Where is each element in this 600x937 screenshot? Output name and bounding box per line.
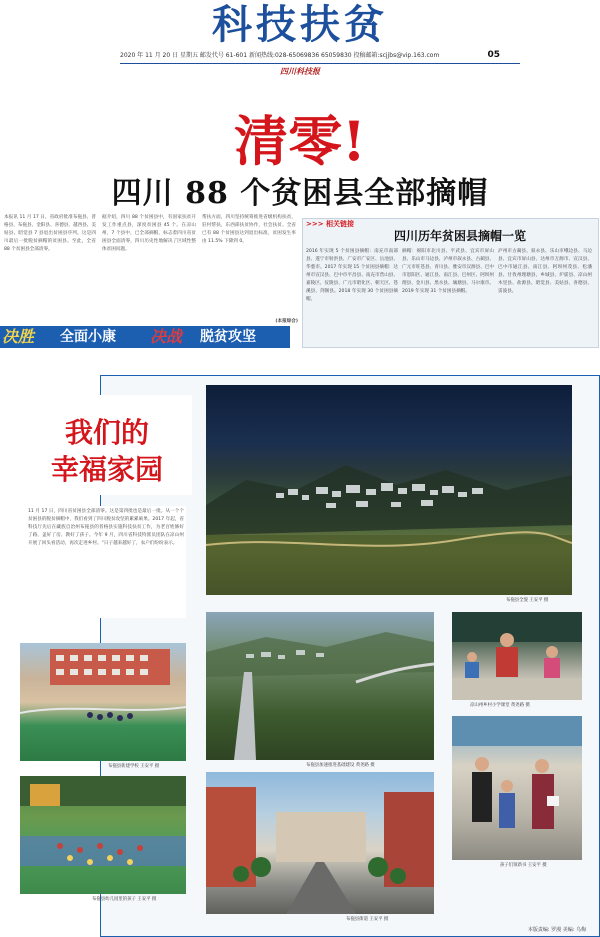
page-footer-editor: 本版责编: 罗漫 美编: 乌梅: [527, 927, 586, 933]
book-distribution-caption: 孩子们领新书 王安平 摄: [500, 863, 547, 868]
feature-title-line-1: 我们的: [64, 416, 149, 449]
banner-part-4: 脱贫攻坚: [200, 329, 256, 345]
street-photo: [206, 772, 434, 914]
banner-part-2: 全面小康: [60, 329, 116, 345]
town-panorama-photo: [206, 385, 572, 595]
book-distribution-drawing: [452, 716, 582, 860]
page-number: 05: [487, 50, 500, 60]
article-column-1: 本报讯 11 月 17 日，省政府批准布拖县、普格县、布拖县、金阳县、喜德县、越西县、美姑县、昭觉县 7 县退出贫困县序列。这是四川最后一批脱贫摘帽的贫困县。至此，全省 88 个贫困县全部清零。: [4, 215, 96, 252]
article-column-2: 据介绍，四川 88 个贫困县中，有国家扶贫开发工作重点县，深度贫困县 45 个。在凉山州，7 个县中，已全部摘帽，标志着四川省贫困县全面清零，四川历史性地解决了区域性整体贫困问题。: [102, 215, 196, 252]
related-link-column-2: 摘帽：绵阳市北川县、平武县、宜宾市屏山县、乐山市马边县、泸州市叙永县、古蔺县、广元市旺苍县、青川县、雅安市汉源县、巴中市恩阳区、通江县、南江县、巴州区、阿坝州理县、金川县、黑水县、壤塘县、马尔康市。2019 年实现 31 个贫困县摘帽。: [402, 249, 494, 294]
classroom-caption: 凉山州乡村小学课堂 黄尧路 摄: [470, 703, 530, 708]
kindergarten-drawing: [20, 776, 186, 894]
classroom-photo: [452, 612, 582, 700]
kindergarten-photo: [20, 776, 186, 894]
campaign-banner: [0, 326, 290, 348]
kindergarten-caption: 布拖县幼儿园里的孩子 王安平 摄: [92, 897, 157, 902]
mountain-road-drawing: [206, 612, 434, 760]
town-panorama-caption: 布拖县全貌 王安平 摄: [506, 598, 549, 603]
school-drawing: [20, 643, 186, 761]
town-panorama-drawing: [206, 385, 572, 595]
banner-part-3: 决战: [150, 327, 183, 346]
related-link-column-1: 2016 年实现 5 个贫困县摘帽：南充市南部县、遂宁市射洪县、广安市广安区、岳池县、华蓥市。2017 年实现 15 个贫困县摘帽：达州市宣汉县、巴中市平昌县、南充市营山县、嘉陵区、仪陇县、广元市昭化区、朝天区、苍溪县、剑阁县。2018 年实现 30 个贫困县摘帽。: [306, 249, 398, 302]
related-link-title: 四川历年贫困县摘帽一览: [393, 229, 526, 243]
headline-kicker: 清零!: [234, 109, 366, 173]
article-source: (本报综合): [275, 319, 298, 324]
school-caption: 布拖县新建学校 王安平 摄: [108, 764, 160, 769]
related-link-tag: >>> 相关链接: [306, 220, 355, 228]
mountain-road-caption: 布拖县加速推进基础建设 黄尧路 摄: [306, 763, 375, 768]
feature-body: 11 月 17 日，四川省贫困县全部清零。这是第四批也是最后一批。从一个个贫困县的脱贫摘帽中，我们看到了四川脱贫攻坚的累累硕果。2017 年起，省科技厅先后在藏族自治州布拖县的普格县实施科技扶贫工作，为老百姓修好了路、盖好了房、教好了孩子。今年 9 月，四川省科技特派员团队在凉山州开展了回头看活动，再次走进乡村。“日子越来越好了，农户们纷纷表示。: [28, 509, 184, 546]
street-drawing: [206, 772, 434, 914]
feature-title-line-2: 幸福家园: [50, 453, 163, 486]
classroom-drawing: [452, 612, 582, 700]
masthead-info-line: 2020 年 11 月 20 日 星期五 邮发代号 61-601 新闻热线:028-65069836 65059830 投稿邮箱:scjjbs@vip.163.com: [120, 52, 440, 59]
article-column-3: 帮扶方面，四川坚持统筹推进省级机构扶贫，驻村帮扶，东西部扶贫协作，社会扶贫。全省已有 88 个贫困县达到退出标准，贫困发生率由 11.5% 下降到 0。: [202, 215, 296, 244]
related-link-column-3: 泸州市古蔺县、叙永县、乐山市峨边县、马边县、宜宾市屏山县、达州市万源市、宣汉县、巴中市通江县、南江县、阿坝州茂县、松潘县、甘孜州理塘县、乡城县、炉霍县、凉山州木里县、盐源县、昭觉县、美姑县、喜德县、雷波县。: [498, 249, 592, 294]
masthead-divider: [120, 63, 520, 64]
book-distribution-photo: [452, 716, 582, 860]
masthead-title: 科技扶贫: [212, 1, 388, 48]
headline-main: 四川 88 个贫困县全部摘帽: [111, 176, 489, 211]
newspaper-logo: 四川科技报: [280, 66, 320, 76]
banner-part-1: 决胜: [2, 327, 35, 346]
mountain-road-photo: [206, 612, 434, 760]
street-caption: 布拖县街道 王安平 摄: [346, 917, 389, 922]
school-photo: [20, 643, 186, 761]
